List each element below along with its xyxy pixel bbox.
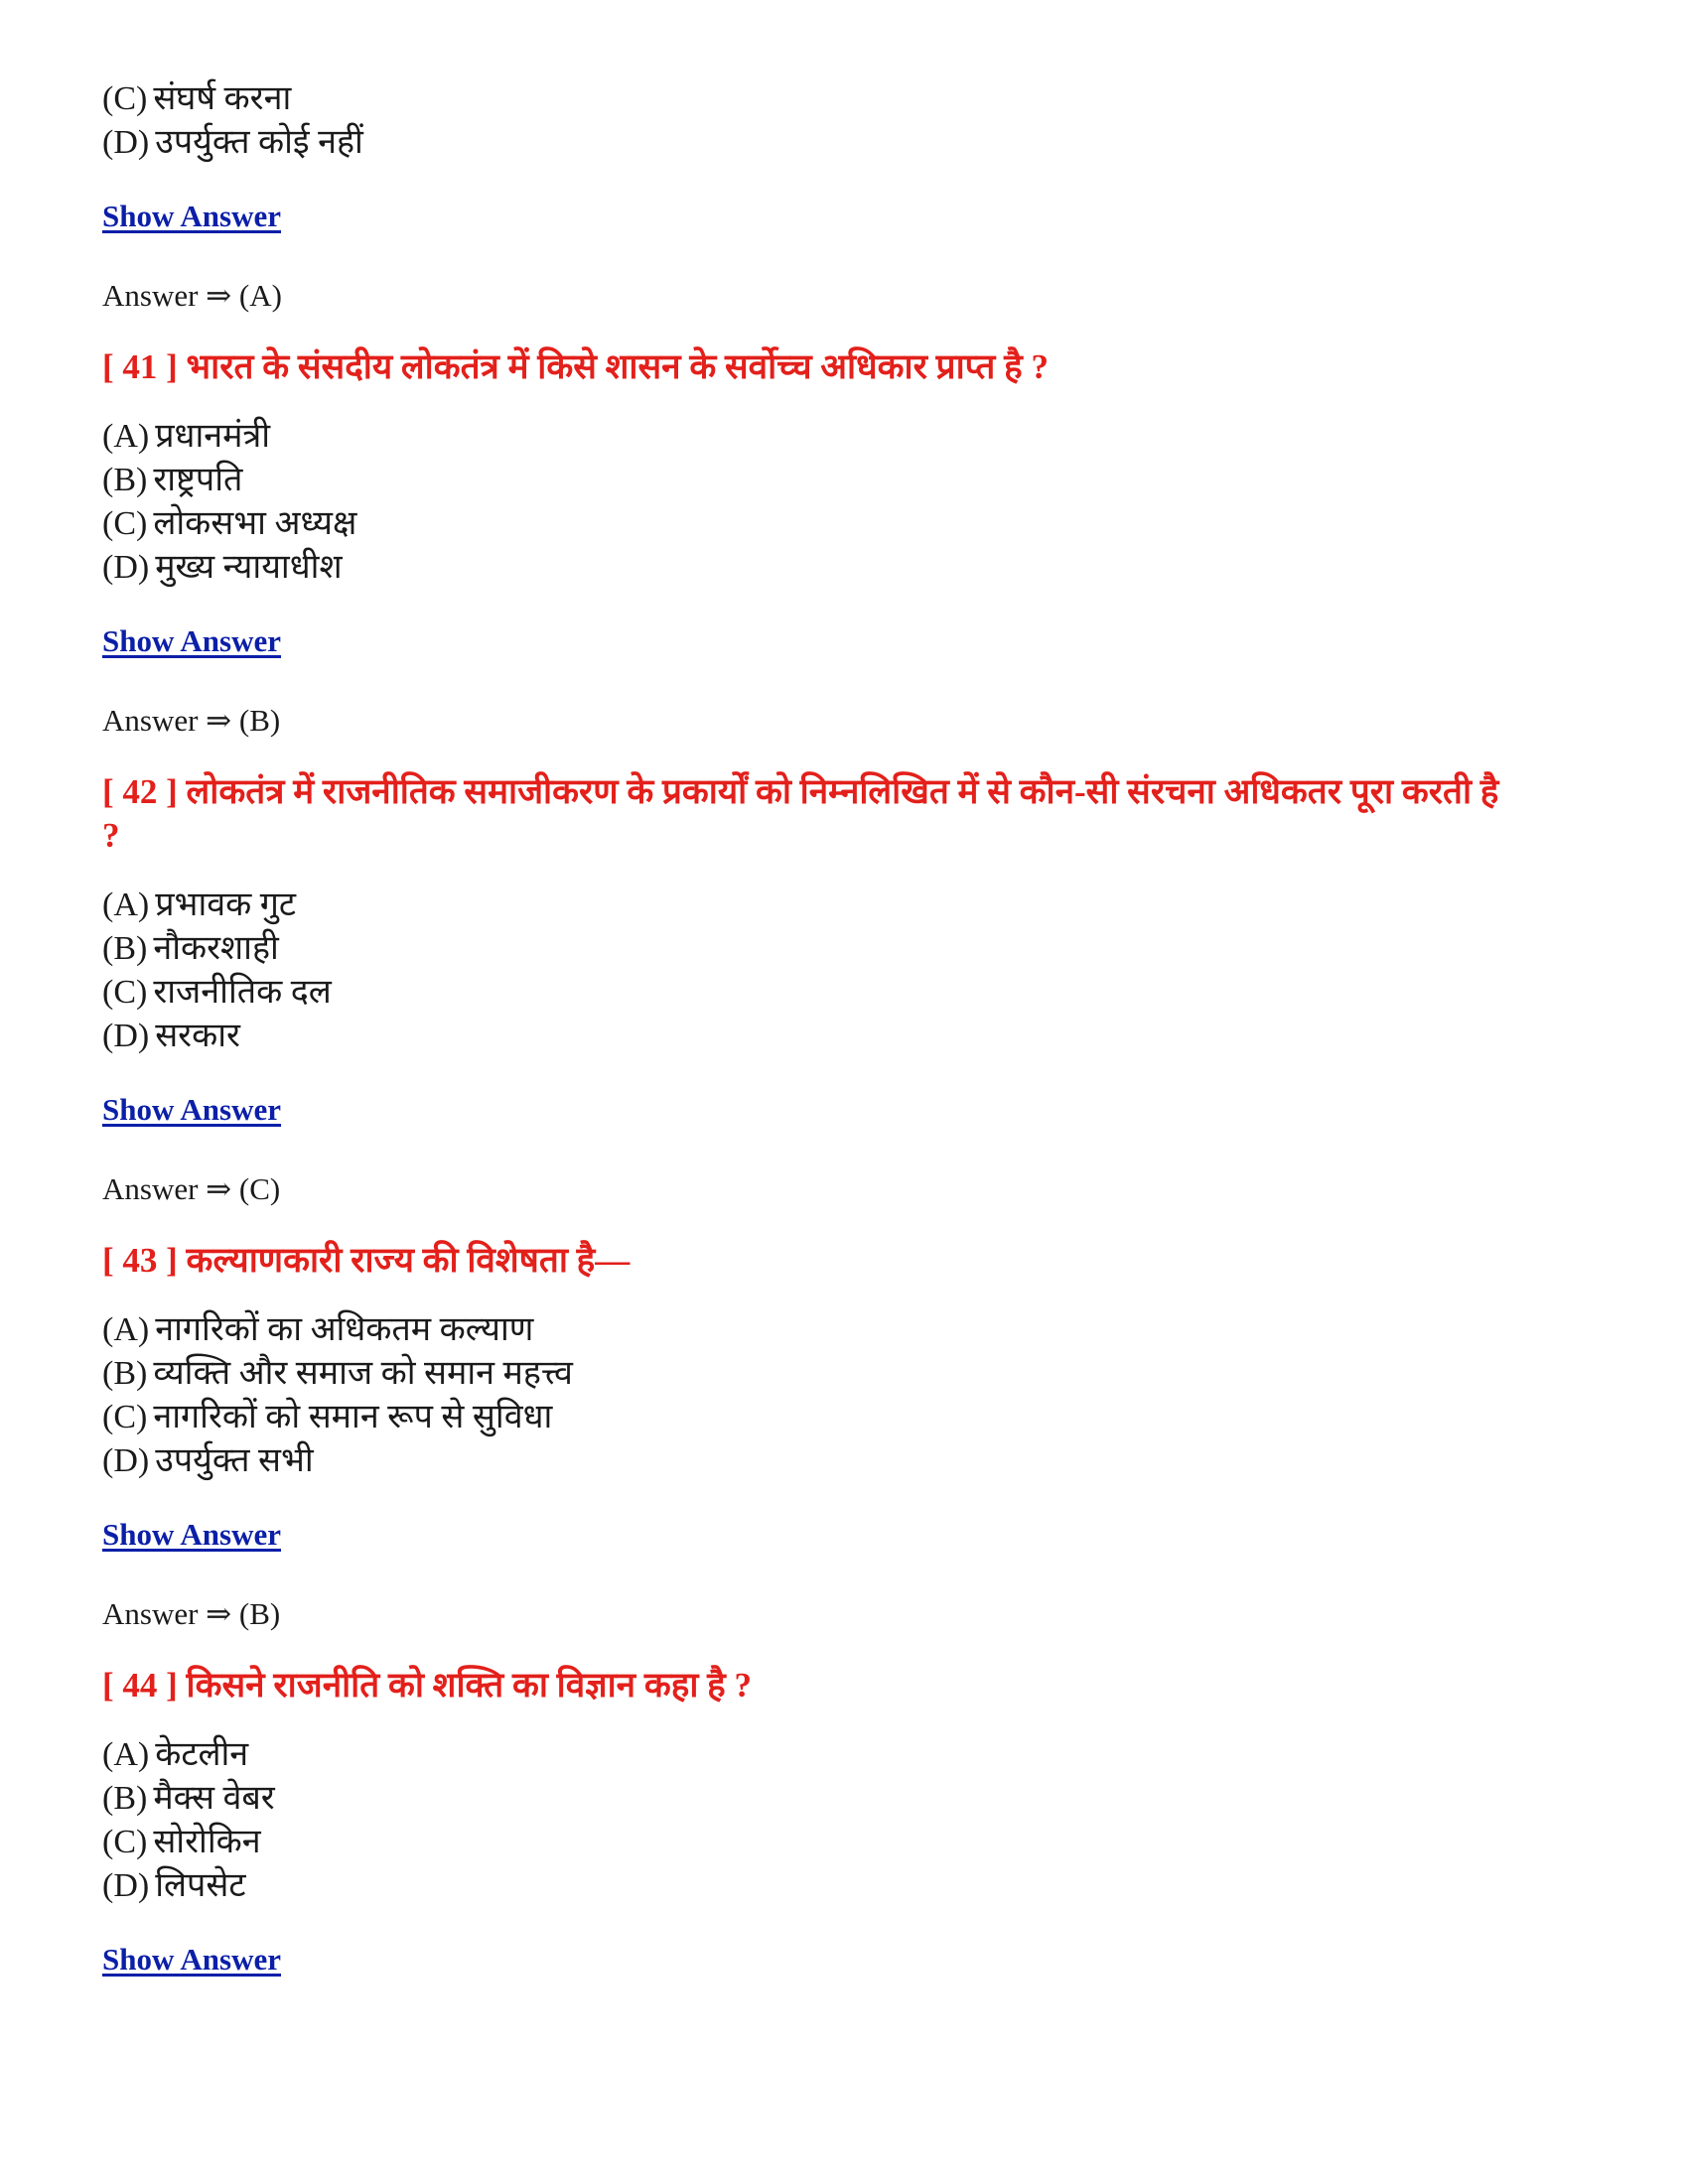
- option-text: प्रधानमंत्री: [155, 418, 271, 455]
- option-key: (D): [102, 124, 150, 161]
- option-text: मुख्य न्यायाधीश: [155, 549, 343, 586]
- option-c: [102, 77, 1592, 121]
- option-key: (C): [102, 974, 148, 1011]
- option-text: प्रभावक गुट: [155, 887, 297, 923]
- option-key: (A): [102, 418, 150, 455]
- option-text: केटलीन: [155, 1736, 249, 1773]
- option-key: (D): [102, 549, 150, 586]
- option-d: [102, 121, 1592, 165]
- option-key: (C): [102, 505, 148, 542]
- option-key: (D): [102, 1442, 150, 1479]
- option-list: [102, 77, 1592, 165]
- option-b: [102, 459, 1592, 502]
- question-41-text: [ 41 ] भारत के संसदीय लोकतंत्र में किसे शासन के सर्वोच्च अधिकार प्राप्त है ?: [102, 347, 1049, 386]
- question-43-text: [ 43 ] कल्याणकारी राज्य की विशेषता है—: [102, 1241, 631, 1280]
- option-text: उपर्युक्त सभी: [155, 1442, 314, 1479]
- option-text: राजनीतिक दल: [153, 974, 332, 1011]
- option-list: [102, 1733, 1592, 1908]
- option-list: [102, 884, 1592, 1058]
- option-text: लिपसेट: [155, 1867, 246, 1904]
- option-d: [102, 1864, 1592, 1908]
- answer-text: Answer ⇒ (C): [102, 1171, 281, 1206]
- option-c: [102, 1821, 1592, 1864]
- option-text: नागरिकों को समान रूप से सुविधा: [153, 1399, 553, 1435]
- option-text: मैक्स वेबर: [153, 1780, 275, 1817]
- option-a: [102, 1733, 1592, 1777]
- show-answer-link[interactable]: Show Answer: [102, 1942, 282, 1977]
- option-text: नौकरशाही: [153, 930, 279, 967]
- option-key: (C): [102, 80, 148, 117]
- option-key: (B): [102, 1355, 148, 1392]
- option-text: सोरोकिन: [153, 1824, 261, 1860]
- option-key: (B): [102, 462, 148, 498]
- option-c: [102, 971, 1592, 1015]
- document-page: [102, 77, 1592, 1979]
- option-text: सरकार: [155, 1018, 240, 1054]
- question-42-text: [ 42 ] लोकतंत्र में राजनीतिक समाजीकरण के प्रकार्यों को निम्नलिखित में से कौन-सी संरचना अधिकतर पूरा करती है ?: [102, 772, 1499, 855]
- option-list: [102, 415, 1592, 590]
- question-44-text: [ 44 ] किसने राजनीति को शक्ति का विज्ञान कहा है ?: [102, 1666, 752, 1705]
- option-text: उपर्युक्त कोई नहीं: [155, 124, 363, 161]
- option-key: (D): [102, 1867, 150, 1904]
- option-text: नागरिकों का अधिकतम कल्याण: [155, 1311, 534, 1348]
- option-d: [102, 546, 1592, 590]
- option-b: [102, 1777, 1592, 1821]
- show-answer-link[interactable]: Show Answer: [102, 199, 282, 233]
- show-answer-link[interactable]: Show Answer: [102, 1517, 282, 1552]
- answer-text: Answer ⇒ (B): [102, 1596, 281, 1631]
- option-key: (A): [102, 1736, 150, 1773]
- answer-text: Answer ⇒ (B): [102, 703, 281, 738]
- option-key: (D): [102, 1018, 150, 1054]
- option-c: [102, 502, 1592, 546]
- option-a: [102, 415, 1592, 459]
- option-text: लोकसभा अध्यक्ष: [153, 505, 357, 542]
- option-a: [102, 884, 1592, 927]
- option-b: [102, 927, 1592, 971]
- option-b: [102, 1352, 1592, 1396]
- option-key: (C): [102, 1399, 148, 1435]
- option-key: (A): [102, 887, 150, 923]
- option-key: (A): [102, 1311, 150, 1348]
- show-answer-link[interactable]: Show Answer: [102, 1092, 282, 1127]
- option-text: राष्ट्रपति: [153, 462, 243, 498]
- answer-text: Answer ⇒ (A): [102, 278, 282, 313]
- option-list: [102, 1308, 1592, 1483]
- option-d: [102, 1439, 1592, 1483]
- option-a: [102, 1308, 1592, 1352]
- option-text: व्यक्ति और समाज को समान महत्त्व: [153, 1355, 573, 1392]
- option-text: संघर्ष करना: [153, 80, 292, 117]
- option-d: [102, 1015, 1592, 1058]
- option-key: (C): [102, 1824, 148, 1860]
- option-key: (B): [102, 1780, 148, 1817]
- option-c: [102, 1396, 1592, 1439]
- option-key: (B): [102, 930, 148, 967]
- show-answer-link[interactable]: Show Answer: [102, 623, 282, 658]
